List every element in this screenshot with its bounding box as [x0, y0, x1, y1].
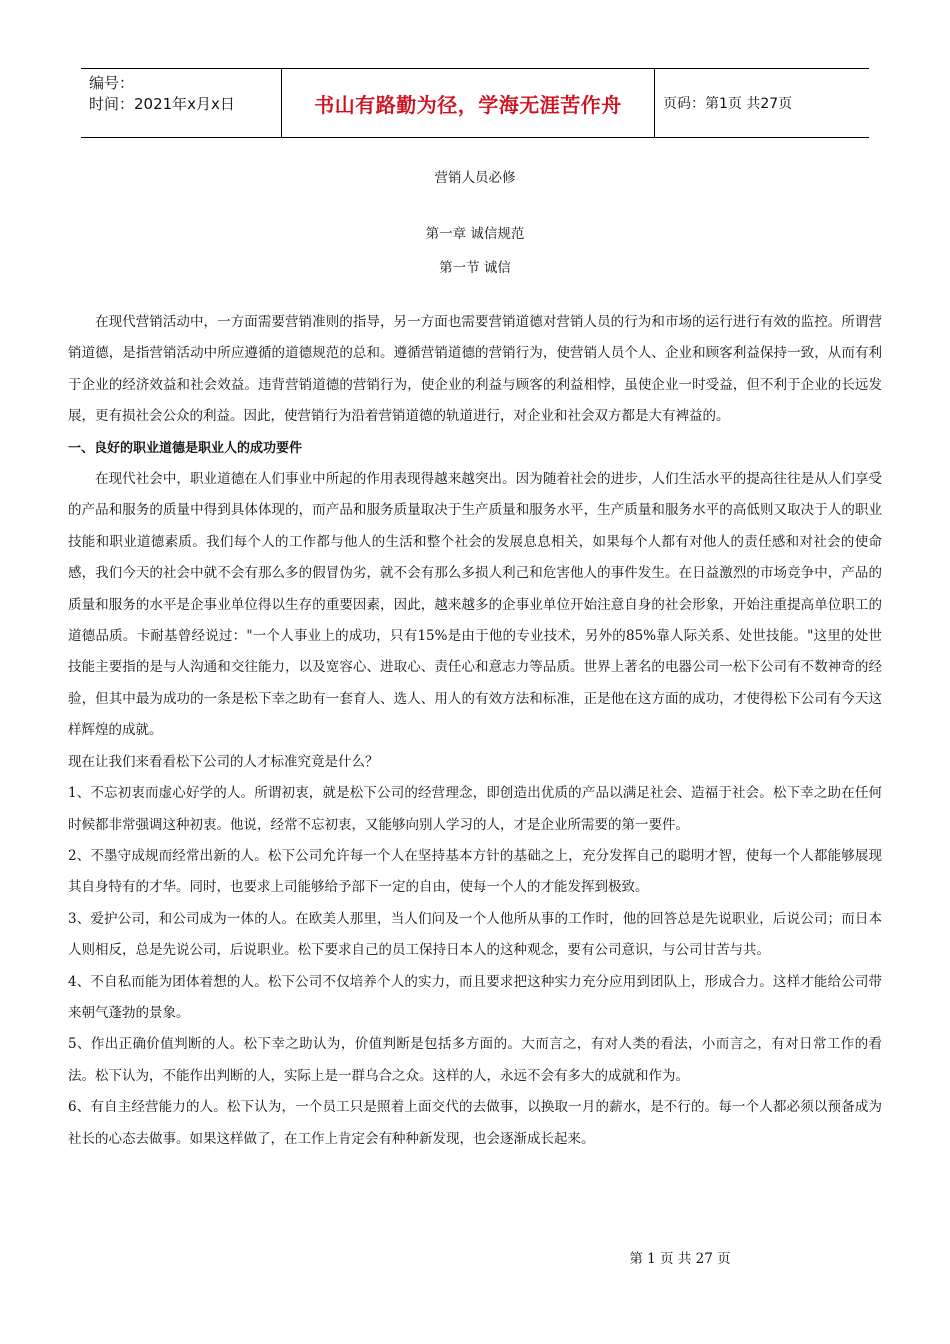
motto-text: 书山有路勤为径，学海无涯苦作舟 — [314, 92, 622, 117]
header-meta — [89, 73, 279, 115]
list-item-2: 2、不墨守成规而经常出新的人。松下公司允许每一个人在坚持基本方针的基础之上，充分发挥自己的聪明才智，使每一个人都能够展现其自身特有的才华。同时，也要求上司能够给予部下一定的自由，使每一个人的才能发挥到极致。 — [68, 847, 882, 896]
document-body — [68, 307, 882, 1155]
document-title: 营销人员必修 — [434, 170, 516, 186]
list-item-1: 1、不忘初衷而虚心好学的人。所谓初衷，就是松下公司的经营理念，即创造出优质的产品以满足社会、造福于社会。松下幸之助在任何时候都非常强调这种初衷。他说，经常不忘初衷，又能够向别人学习的人，才是企业所需要的第一要件。 — [68, 785, 882, 833]
list-item-3: 3、爱护公司，和公司成为一体的人。在欧美人那里，当人们问及一个人他所从事的工作时，他的回答总是先说职业，后说公司；而日本人则相反，总是先说公司，后说职业。松下要求自己的员工保持日本人的这种观念，要有公司意识，与公司甘苦与共。 — [68, 910, 882, 959]
page-footer: 第 1 页 共 27 页 — [629, 1251, 731, 1267]
list-item-5: 5、作出正确价值判断的人。松下幸之助认为，价值判断是包括多方面的。大而言之，有对人类的看法，小而言之，有对日常工作的看法。松下认为，不能作出判断的人，实际上是一群乌合之众。这样的人，永远不会有多大的成就和作为。 — [68, 1036, 882, 1084]
intro-paragraph: 在现代营销活动中，一方面需要营销准则的指导，另一方面也需要营销道德对营销人员的行为和市场的运行进行有效的监控。所谓营销道德，是指营销活动中所应遵循的道德规范的总和。遵循营销道德的营销行为，使营销人员个人、企业和顾客利益保持一致，从而有利于企业的经济效益和社会效益。违背营销道德的营销行为，使企业的利益与顾客的利益相悖，虽使企业一时受益，但不利于企业的长远发展，更有损社会公众的利益。因此，使营销行为沿着营销道德的轨道进行，对企业和社会双方都是大有裨益的。 — [68, 314, 882, 425]
motto-cell — [281, 69, 655, 137]
paragraph-1: 在现代社会中，职业道德在人们事业中所起的作用表现得越来越突出。因为随着社会的进步，人们生活水平的提高往往是从人们享受的产品和服务的质量中得到具体体现的，而产品和服务质量取决于生产质量和服务水平，生产质量和服务水平的高低则又取决于人的职业技能和职业道德素质。我们每个人的工作都与他人的生活和整个社会的发展息息相关，如果每个人都有对他人的责任感和对社会的使命感，我们今天的社会中就不会有那么多的假冒伪劣，就不会有那么多损人利己和危害他人的事件发生。在日益激烈的市场竞争中，产品的质量和服务的水平是企事业单位得以生存的重要因素，因此，越来越多的企事业单位开始注意自身的社会形象，开始注重提高单位职工的道德品质。卡耐基曾经说过："一个人事业上的成功，只有15%是由于他的专业技术，另外的85%靠人际关系、处世技能。"这里的处世技能主要指的是与人沟通和交往能力，以及宽容心、进取心、责任心和意志力等品质。世界上著名的电器公司一松下公司有不数神奇的经验，但其中最为成功的一条是松下幸之助有一套育人、选人、用人的有效方法和标准，正是他在这方面的成功，才使得松下公司有今天这样辉煌的成就。 — [68, 471, 882, 739]
section-heading: 一、良好的职业道德是职业人的成功要件 — [68, 440, 303, 456]
list-item-4: 4、不自私而能为团体着想的人。松下公司不仅培养个人的实力，而且要求把这种实力充分应用到团队上，形成合力。这样才能给公司带来朝气蓬勃的景象。 — [68, 973, 882, 1021]
chapter-title: 第一章 诚信规范 — [425, 226, 525, 242]
page-number-label: 页码：第1页 共27页 — [663, 96, 793, 112]
section-title: 第一节 诚信 — [439, 260, 511, 276]
document-header — [81, 68, 869, 138]
number-label: 编号： — [89, 74, 135, 92]
date-label: 时间：2021年x月x日 — [89, 95, 235, 113]
paragraph-2: 现在让我们来看看松下公司的人才标准究竟是什么？ — [68, 753, 379, 770]
list-item-6: 6、有自主经营能力的人。松下认为，一个员工只是照着上面交代的去做事，以换取一月的薪水，是不行的。每一个人都必须以预备成为社长的心态去做事。如果这样做了，在工作上肯定会有种种新发现，也会逐渐成长起来。 — [68, 1099, 882, 1147]
